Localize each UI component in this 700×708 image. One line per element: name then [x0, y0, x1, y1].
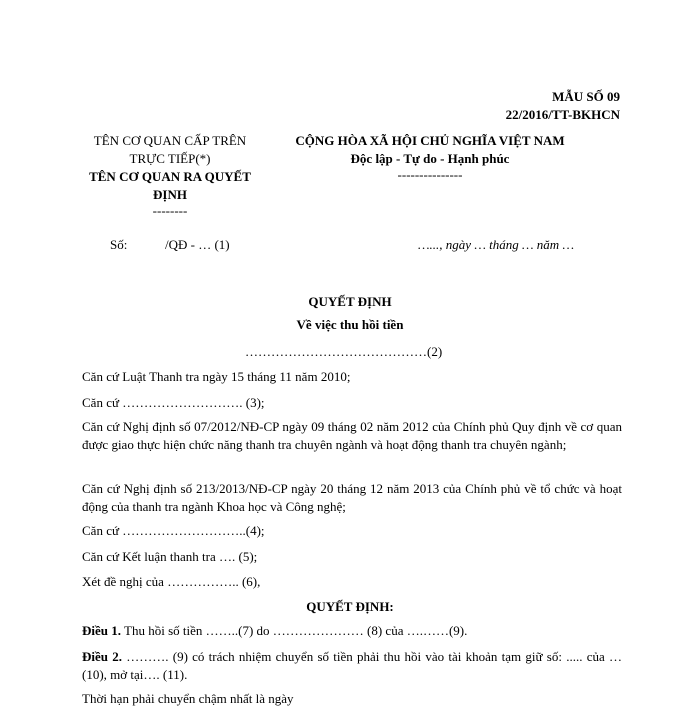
article-1: [82, 622, 622, 640]
nation-block: [280, 132, 580, 182]
basis-item: Xét đề nghị của …………….. (6),: [82, 574, 261, 589]
article-label: Điều 2.: [82, 649, 122, 664]
basis-item: Căn cứ Nghị định số 07/2012/NĐ-CP ngày 09 tháng 02 năm 2012 của Chính phủ Quy định về cơ quan được giao thực hiện chức năng thanh tra chuyên ngành và hoạt động thanh tra chuyên ngành;: [82, 419, 622, 452]
decision-subject: Về việc thu hồi tiền: [296, 317, 404, 332]
basis-item: Căn cứ ………………………. (3);: [82, 395, 265, 410]
superior-agency-line2: TRỰC TIẾP(*): [129, 151, 211, 166]
number-label: Số:: [110, 237, 128, 252]
nation-rule: ---------------: [397, 167, 463, 182]
number-value: /QĐ - … (1): [165, 237, 230, 252]
page-title: QUYẾT ĐỊNH: [308, 294, 392, 309]
form-code: MẪU SỐ 09: [552, 89, 620, 104]
decide-heading: QUYẾT ĐỊNH:: [306, 599, 394, 614]
article-text: Thu hồi số tiền ……..(7) do ………………… (8) của ….……(9).: [121, 623, 468, 638]
agency-block: [70, 132, 270, 218]
superior-agency-line1: TÊN CƠ QUAN CẤP TRÊN: [93, 133, 247, 148]
basis-item: Căn cứ Kết luận thanh tra …. (5);: [82, 549, 258, 564]
authority-line: ……………………………………(2): [245, 344, 443, 359]
basis-item: Căn cứ Nghị định số 213/2013/NĐ-CP ngày 20 tháng 12 năm 2013 của Chính phủ về tổ chức và hoạt động của thanh tra ngành Khoa học và Công nghệ;: [82, 481, 622, 514]
article-label: Điều 1.: [82, 623, 121, 638]
article-text: ………. (9) có trách nhiệm chuyển số tiền phải thu hồi vào tài khoản tạm giữ số: ..... của … (10), mở tại…. (11).: [82, 649, 622, 682]
article-2: [82, 648, 622, 684]
basis-item: Căn cứ Luật Thanh tra ngày 15 tháng 11 năm 2010;: [82, 369, 351, 384]
issuing-agency-line2: ĐỊNH: [153, 187, 187, 202]
issuing-agency-line1: TÊN CƠ QUAN RA QUYẾT: [89, 169, 251, 184]
deadline-line: Thời hạn phải chuyển chậm nhất là ngày: [82, 691, 294, 706]
nation-name: CỘNG HÒA XÃ HỘI CHỦ NGHĨA VIỆT NAM: [295, 133, 565, 148]
nation-motto: Độc lập - Tự do - Hạnh phúc: [350, 151, 510, 166]
circular-number: 22/2016/TT-BKHCN: [505, 107, 620, 122]
date-line: …..., ngày … tháng … năm …: [418, 237, 575, 252]
basis-item: Căn cứ ………………………..(4);: [82, 523, 265, 538]
agency-rule: --------: [152, 203, 188, 218]
